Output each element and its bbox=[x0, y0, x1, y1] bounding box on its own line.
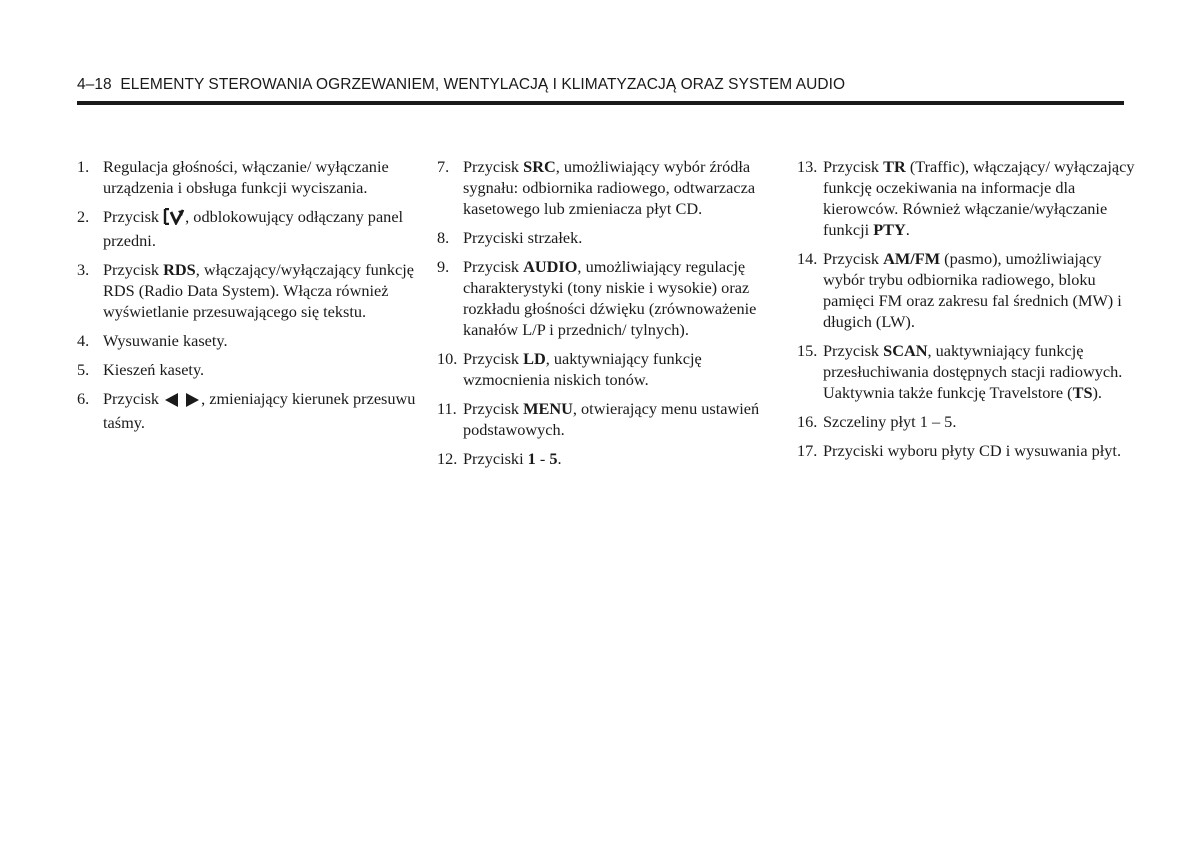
list-item-17 bbox=[797, 440, 1137, 461]
item-text: Kieszeń kasety. bbox=[103, 360, 205, 379]
item-number: 16. bbox=[797, 412, 818, 431]
list-item-9 bbox=[437, 256, 777, 340]
item-number: 1. bbox=[77, 157, 90, 176]
list-item-7 bbox=[437, 156, 777, 219]
list-column-3 bbox=[797, 156, 1137, 469]
list-item-12 bbox=[437, 448, 777, 469]
list-item-6 bbox=[77, 388, 417, 433]
list-item-10 bbox=[437, 348, 777, 390]
item-text: Przycisk , zmieniający kierunek przesuwu taśmy. bbox=[103, 389, 416, 432]
item-text: Przycisk AM/FM (pasmo), umożliwiający wybór trybu odbiornika radiowego, bloku pamięci FM oraz zakresu fal średnich (MW) i długich (LW). bbox=[823, 249, 1122, 331]
page-number: 4–18 bbox=[77, 76, 112, 93]
list-item-14 bbox=[797, 248, 1137, 332]
item-number: 11. bbox=[437, 399, 457, 418]
item-number: 3. bbox=[77, 260, 90, 279]
item-number: 6. bbox=[77, 389, 90, 408]
item-text: Wysuwanie kasety. bbox=[103, 331, 228, 350]
item-text: Przycisk RDS, włączający/wyłączający funkcję RDS (Radio Data System). Włącza również wyświetlanie przesuwającego się tekstu. bbox=[103, 260, 415, 321]
item-number: 12. bbox=[437, 449, 458, 468]
tape-direction-arrows-icon bbox=[163, 391, 201, 412]
item-text: Przycisk AUDIO, umożliwiający regulację charakterystyki (tony niskie i wysokie) oraz rozkładu głośności dźwięku (zrównoważenie kanałów L/P i przednich/ tylnych). bbox=[463, 257, 757, 339]
list-item-1 bbox=[77, 156, 417, 198]
item-text: Przyciski 1 - 5. bbox=[463, 449, 562, 468]
item-text: Przycisk MENU, otwierający menu ustawień podstawowych. bbox=[463, 399, 760, 439]
item-number: 5. bbox=[77, 360, 90, 379]
list-item-4 bbox=[77, 330, 417, 351]
list-column-2 bbox=[437, 156, 777, 477]
item-text: Przycisk , odblokowujący odłączany panel przedni. bbox=[103, 207, 404, 250]
item-number: 10. bbox=[437, 349, 458, 368]
item-number: 15. bbox=[797, 341, 818, 360]
item-text: Regulacja głośności, włączanie/ wyłączanie urządzenia i obsługa funkcji wyciszania. bbox=[103, 157, 389, 197]
list-item-13 bbox=[797, 156, 1137, 240]
list-item-5 bbox=[77, 359, 417, 380]
list-item-2 bbox=[77, 206, 417, 251]
list-item-8 bbox=[437, 227, 777, 248]
list-item-11 bbox=[437, 398, 777, 440]
page-header bbox=[77, 76, 1124, 94]
item-number: 14. bbox=[797, 249, 818, 268]
list-column-1 bbox=[77, 156, 417, 441]
list-item-16 bbox=[797, 411, 1137, 432]
header-rule bbox=[77, 101, 1124, 105]
item-number: 4. bbox=[77, 331, 90, 350]
item-text: Szczeliny płyt 1 – 5. bbox=[823, 412, 957, 431]
item-text: Przycisk LD, uaktywniający funkcję wzmocnienia niskich tonów. bbox=[463, 349, 702, 389]
item-number: 8. bbox=[437, 228, 450, 247]
item-text: Przyciski wyboru płyty CD i wysuwania płyt. bbox=[823, 441, 1122, 460]
item-text: Przyciski strzałek. bbox=[463, 228, 583, 247]
item-text: Przycisk SRC, umożliwiający wybór źródła sygnału: odbiornika radiowego, odtwarzacza kasetowego lub zmieniacza płyt CD. bbox=[463, 157, 756, 218]
list-item-3 bbox=[77, 259, 417, 322]
release-panel-icon bbox=[163, 208, 185, 230]
page-title: ELEMENTY STEROWANIA OGRZEWANIEM, WENTYLACJĄ I KLIMATYZACJĄ ORAZ SYSTEM AUDIO bbox=[120, 76, 846, 93]
item-number: 7. bbox=[437, 157, 450, 176]
item-number: 2. bbox=[77, 207, 90, 226]
item-number: 17. bbox=[797, 441, 818, 460]
item-number: 13. bbox=[797, 157, 818, 176]
item-text: Przycisk TR (Traffic), włączający/ wyłączający funkcję oczekiwania na informacje dla kierowców. Również włączanie/wyłączanie funkcji PTY. bbox=[823, 157, 1135, 239]
item-text: Przycisk SCAN, uaktywniający funkcję przesłuchiwania dostępnych stacji radiowych. Uaktywnia także funkcję Travelstore (TS). bbox=[823, 341, 1123, 402]
list-item-15 bbox=[797, 340, 1137, 403]
item-number: 9. bbox=[437, 257, 450, 276]
